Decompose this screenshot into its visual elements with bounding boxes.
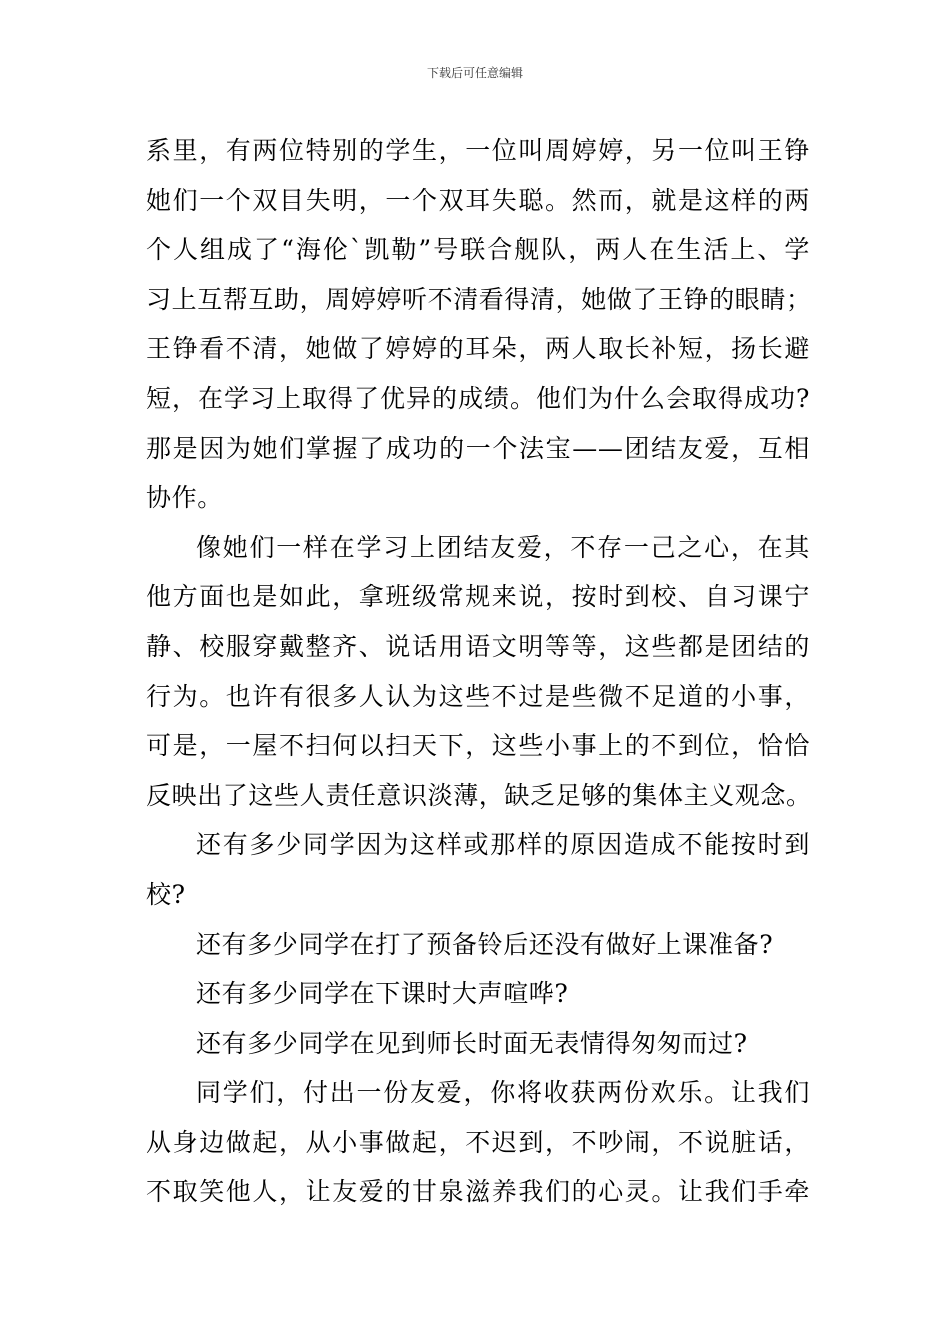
text-line: 还有多少同学在见到师长时面无表情得匆匆而过?	[196, 1028, 748, 1058]
text-line: 个人组成了“海伦`凯勒”号联合舰队，两人在生活上、学	[146, 235, 810, 265]
text-line: 她们一个双目失明，一个双耳失聪。然而，就是这样的两	[146, 185, 810, 215]
text-line: 他方面也是如此，拿班级常规来说，按时到校、自习课宁	[146, 582, 810, 612]
text-line: 那是因为她们掌握了成功的一个法宝——团结友爱，互相	[146, 433, 810, 463]
text-line: 不取笑他人，让友爱的甘泉滋养我们的心灵。让我们手牵	[146, 1177, 810, 1207]
text-line: 还有多少同学在下课时大声喧哗?	[196, 979, 569, 1009]
text-line: 王铮看不清，她做了婷婷的耳朵，两人取长补短，扬长避	[146, 334, 810, 364]
text-line: 反映出了这些人责任意识淡薄，缺乏足够的集体主义观念。	[146, 780, 812, 810]
document-body	[146, 126, 810, 1217]
text-line: 像她们一样在学习上团结友爱，不存一己之心，在其	[196, 532, 810, 562]
text-line: 行为。也许有很多人认为这些不过是些微不足道的小事，	[146, 681, 810, 711]
text-line: 还有多少同学因为这样或那样的原因造成不能按时到	[196, 830, 810, 860]
page-header: 下载后可任意编辑	[426, 66, 523, 80]
text-line: 短，在学习上取得了优异的成绩。他们为什么会取得成功?	[146, 383, 810, 413]
text-line: 校?	[146, 879, 186, 909]
text-line: 静、校服穿戴整齐、说话用语文明等等，这些都是团结的	[146, 631, 810, 661]
text-line: 协作。	[146, 483, 223, 513]
text-line: 习上互帮互助，周婷婷听不清看得清，她做了王铮的眼睛；	[146, 284, 812, 314]
text-line: 同学们，付出一份友爱，你将收获两份欢乐。让我们	[196, 1078, 810, 1108]
text-line: 从身边做起，从小事做起，不迟到，不吵闹，不说脏话，	[146, 1127, 810, 1157]
text-line: 系里，有两位特别的学生，一位叫周婷婷，另一位叫王铮	[146, 136, 810, 165]
text-line: 还有多少同学在打了预备铃后还没有做好上课准备?	[196, 929, 774, 959]
text-line: 可是，一屋不扫何以扫天下，这些小事上的不到位，恰恰	[146, 731, 810, 761]
